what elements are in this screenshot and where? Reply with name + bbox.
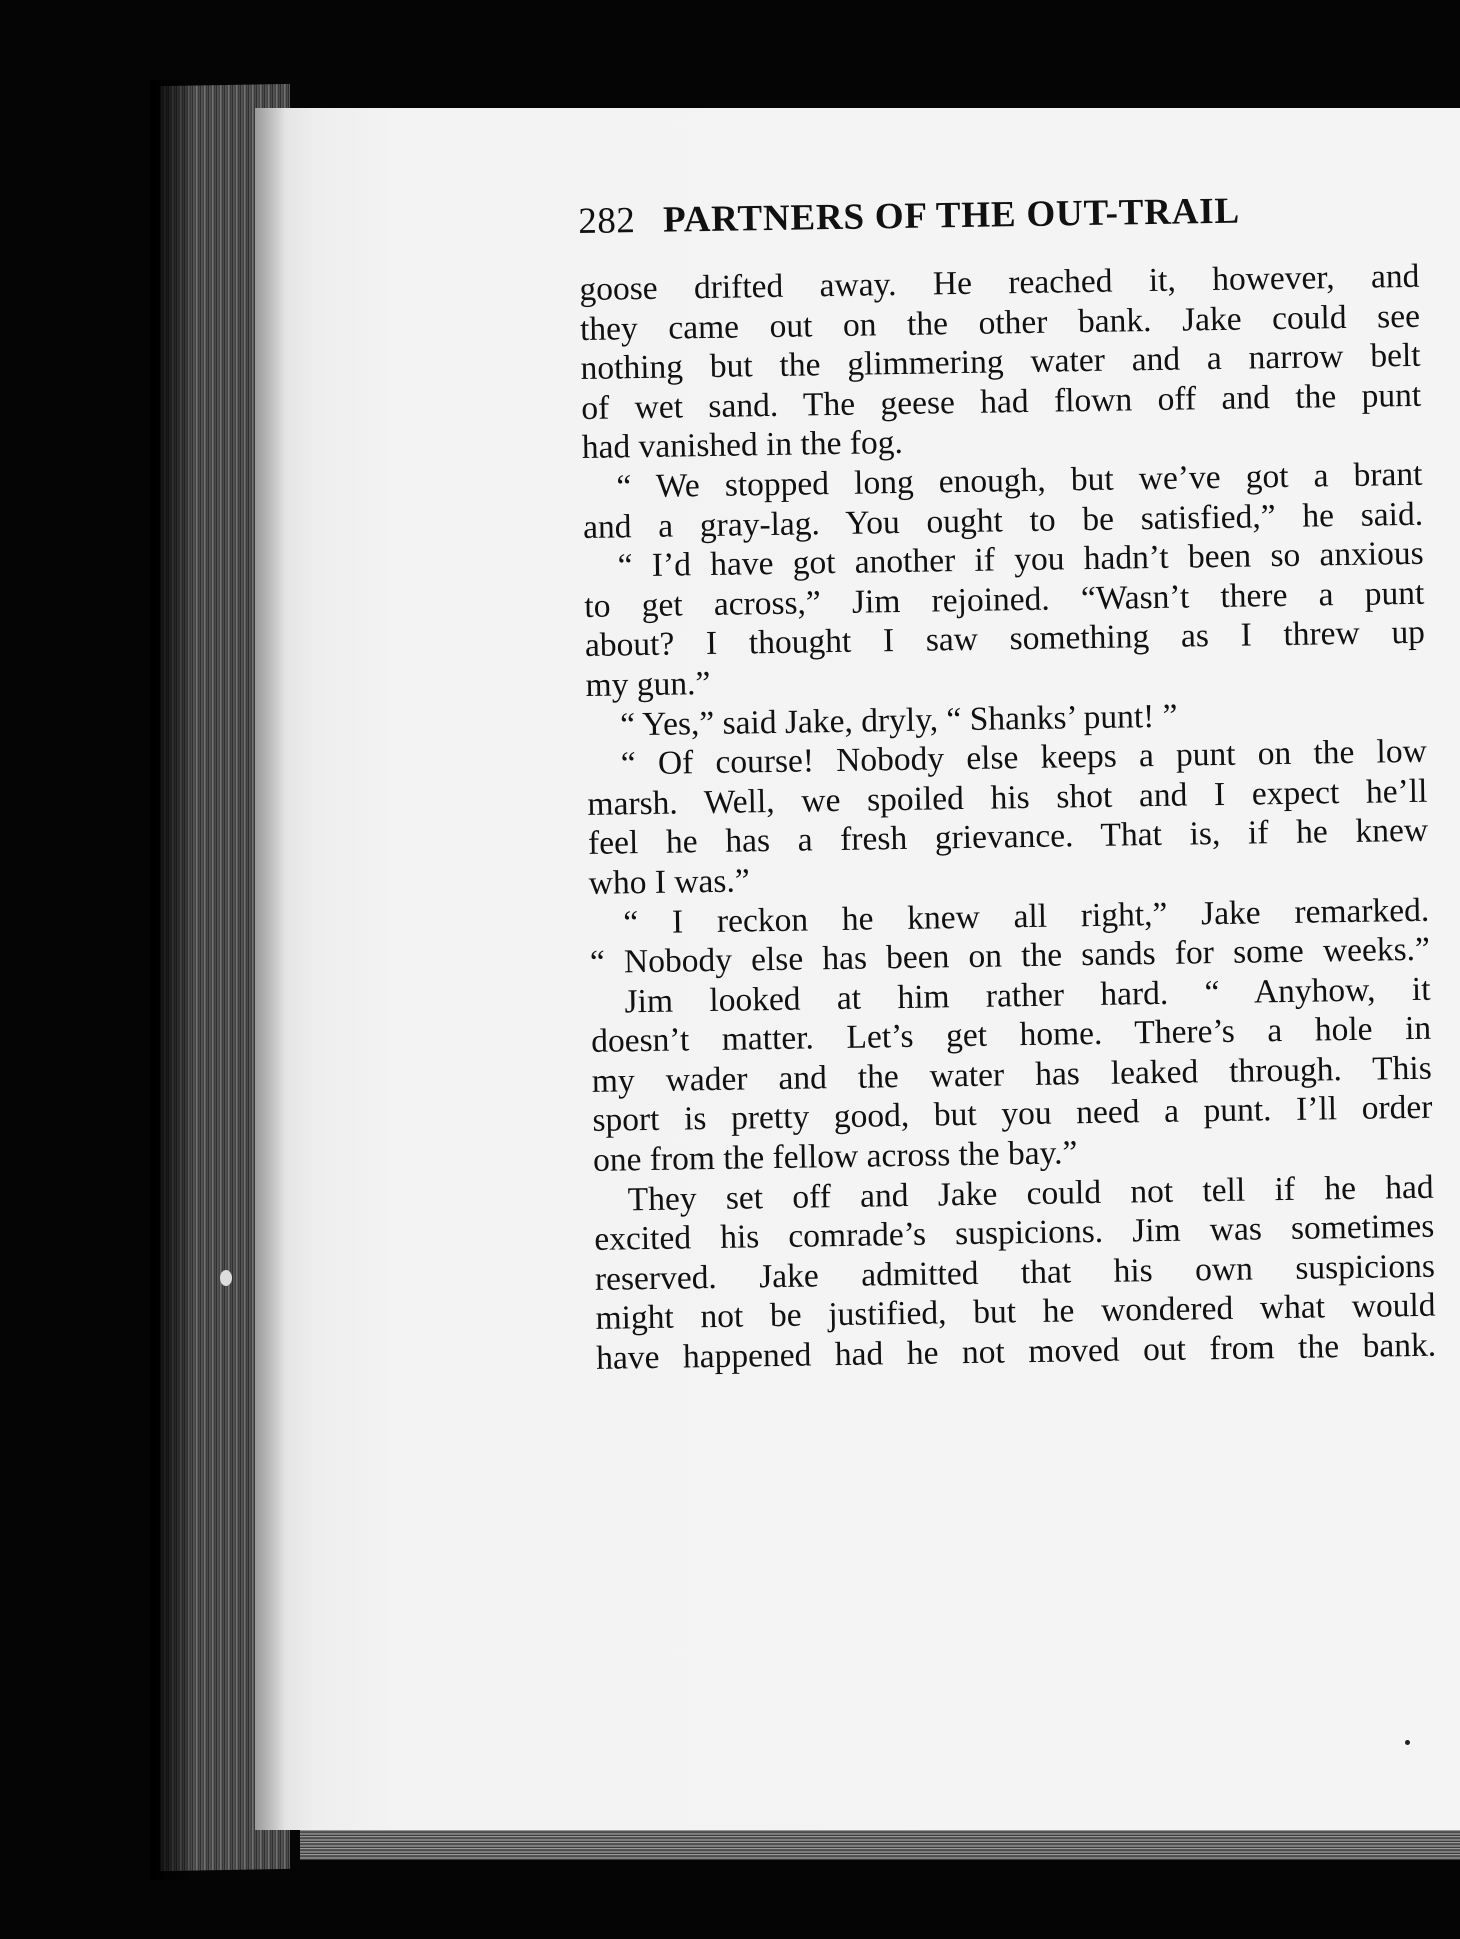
text-line: excited his comrade’s suspicions. Jim was sometimes <box>594 1207 1435 1259</box>
text-line: “ I’d have got another if you hadn’t been so anxious <box>617 534 1424 585</box>
text-line: had vanished in the fog. <box>581 424 904 467</box>
book-title: PARTNERS OF THE OUT-TRAIL <box>662 190 1241 241</box>
text-line: feel he has a fresh grievance. That is, if he knew <box>587 812 1429 863</box>
text-line: and a gray-lag. You ought to be satisfied,” he said. <box>582 495 1424 546</box>
text-line: “ Yes,” said Jake, dryly, “ Shanks’ punt! ” <box>619 697 1178 743</box>
text-line: “ We stopped long enough, but we’ve got a brant <box>616 455 1423 506</box>
text-line: of wet sand. The geese had flown off and the punt <box>580 376 1422 427</box>
text-line: sport is pretty good, but you need a punt. I’ll order <box>592 1089 1433 1140</box>
text-line: they came out on the other bank. Jake could see <box>579 297 1421 348</box>
page-number: 282 <box>578 200 636 242</box>
text-line: “ Nobody else has been on the sands for some weeks.” <box>589 930 1431 981</box>
text-line: marsh. Well, we spoiled his shot and I expect he’ll <box>587 772 1428 823</box>
text-line: my gun.” <box>585 664 711 704</box>
page-gutter-shadow <box>255 108 285 1830</box>
text-line: who I was.” <box>588 862 750 902</box>
text-line: might not be justified, but he wondered what would <box>595 1287 1436 1338</box>
dust-speck <box>220 1270 232 1286</box>
text-line: have happened had he not moved out from the bank. <box>595 1326 1437 1377</box>
text-line: to get across,” Jim rejoined. “Wasn’t there a punt <box>584 574 1425 625</box>
text-line: one from the fellow across the bay.” <box>592 1134 1078 1179</box>
text-line: “ I reckon he knew all right,” Jake remarked. <box>623 891 1430 941</box>
text-line: goose drifted away. He reached it, however, and <box>579 257 1420 308</box>
text-line: nothing but the glimmering water and a narrow belt <box>580 336 1421 388</box>
text-line: my wader and the water has leaked through. This <box>591 1049 1433 1100</box>
text-line: reserved. Jake admitted that his own suspicions <box>594 1247 1436 1298</box>
fore-edge-shadow <box>150 80 190 1880</box>
text-line: Jim looked at him rather hard. “ Anyhow, it <box>624 970 1431 1021</box>
page-text-block <box>578 187 1436 1379</box>
dust-speck <box>1405 1740 1410 1745</box>
text-line: doesn’t matter. Let’s get home. There’s a hole in <box>590 1009 1432 1061</box>
text-line: about? I thought I saw something as I threw up <box>584 614 1426 665</box>
text-line: “ Of course! Nobody else keeps a punt on the low <box>620 732 1428 783</box>
text-line: They set off and Jake could not tell if he had <box>627 1168 1434 1218</box>
